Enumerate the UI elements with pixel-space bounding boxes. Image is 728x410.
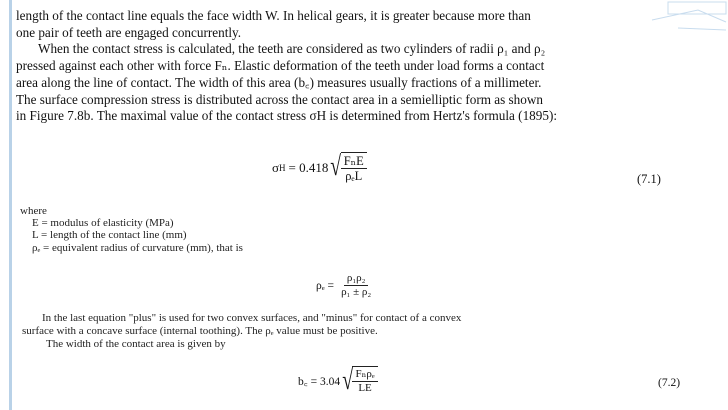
eq2-denominator: ρ₁ ± ρ₂: [341, 286, 372, 298]
equation-7-2: [298, 366, 378, 396]
eq3-denominator: LE: [358, 382, 372, 394]
where-label: where: [20, 205, 47, 217]
eq1-equals: = 0.418: [288, 159, 329, 175]
fraction: [352, 366, 377, 396]
square-root: [340, 366, 378, 396]
text-line: pressed against each other with force Fₙ. Elastic deformation of the teeth under load forms a contact: [16, 58, 545, 74]
text-line: length of the contact line equals the face width W. In helical gears, it is greater because more than: [16, 8, 531, 23]
body-paragraph-1: [16, 8, 681, 125]
square-root: [328, 152, 366, 183]
text-line: In the last equation "plus" is used for two convex surfaces, and "minus" for contact of a convex: [42, 312, 462, 324]
eq1-lhs: σ: [272, 159, 280, 175]
left-margin-rule: [9, 0, 12, 410]
text-line: When the contact stress is calculated, the teeth are considered as two cylinders of radii ρ₁ and ρ₂: [38, 41, 546, 57]
where-block: [20, 205, 243, 254]
text-line: surface with a concave surface (internal toothing). The ρₑ value must be positive.: [22, 324, 378, 337]
text-line: The width of the contact area is given by: [46, 337, 226, 350]
eq3-lhs: b꜀ = 3.04: [298, 375, 341, 388]
eq3-numerator: Fₙρₑ: [352, 368, 377, 382]
equation-number-7-1: (7.1): [637, 172, 661, 186]
eq2-numerator: ρ₁ρ₂: [344, 272, 369, 286]
fraction: [341, 152, 367, 183]
eq2-lhs: ρₑ =: [316, 279, 335, 292]
equation-7-1: σ H = 0.418 √ $\frac{\text{FₙE}}{\text{ρₑL}}$: [272, 152, 367, 183]
definition-l: L = length of the contact line (mm): [32, 229, 187, 242]
text-line: one pair of teeth are engaged concurrently.: [16, 24, 242, 40]
definition-e: E = modulus of elasticity (MPa): [32, 217, 174, 230]
body-paragraph-2: [22, 312, 702, 350]
text-line: area along the line of contact. The width of this area (b꜀) measures usually fractions of a millimeter.: [16, 74, 542, 90]
definition-rho-e: ρₑ = equivalent radius of curvature (mm), that is: [32, 241, 243, 254]
eq1-numerator: FₙE: [341, 154, 367, 169]
radical-sign-icon: √: [342, 365, 354, 396]
fraction: [338, 272, 374, 299]
equation-number-7-2: (7.2): [658, 377, 681, 389]
equation-rho-e: [316, 272, 374, 299]
text-line: in Figure 7.8b. The maximal value of the contact stress σH is determined from Hertz's formula (1895):: [16, 108, 557, 124]
eq1-denominator: ρₑL: [345, 169, 363, 183]
radical-sign-icon: √: [330, 151, 342, 182]
text-line: The surface compression stress is distributed across the contact area in a semielliptic form as shown: [16, 91, 543, 107]
